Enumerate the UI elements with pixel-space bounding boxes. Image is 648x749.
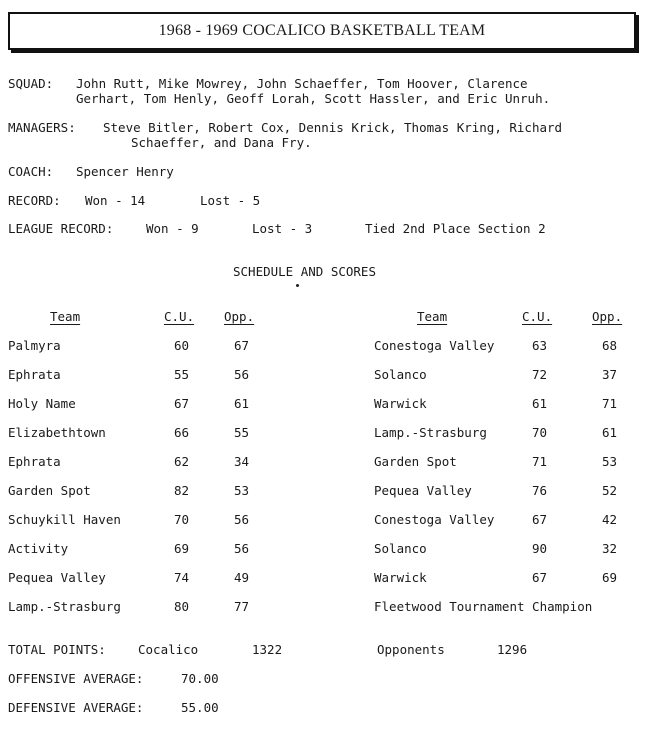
game-cu-score: 90 xyxy=(532,541,548,556)
right-header-opp: Opp. xyxy=(592,309,623,324)
game-team: Pequea Valley xyxy=(374,483,472,498)
coach-label: COACH: xyxy=(8,164,54,179)
left-header-team: Team xyxy=(50,309,81,324)
offensive-average-value: 70.00 xyxy=(181,671,219,686)
schedule-dot xyxy=(296,284,299,287)
left-header-opp: Opp. xyxy=(224,309,255,324)
record-lost: Lost - 5 xyxy=(200,193,261,208)
game-team: Ephrata xyxy=(8,367,61,382)
game-opp-score: 49 xyxy=(234,570,250,585)
total-opponents-label: Opponents xyxy=(377,642,445,657)
game-opp-score: 56 xyxy=(234,367,250,382)
game-team: Warwick xyxy=(374,396,427,411)
game-cu-score: 67 xyxy=(174,396,190,411)
game-opp-score: 77 xyxy=(234,599,250,614)
game-cu-score: 82 xyxy=(174,483,190,498)
game-cu-score: 62 xyxy=(174,454,190,469)
page-title: 1968 - 1969 COCALICO BASKETBALL TEAM xyxy=(8,12,636,50)
right-header-cu: C.U. xyxy=(522,309,553,324)
league-record-won: Won - 9 xyxy=(146,221,199,236)
game-team: Elizabethtown xyxy=(8,425,106,440)
offensive-average-label: OFFENSIVE AVERAGE: xyxy=(8,671,144,686)
managers-line-2: Schaeffer, and Dana Fry. xyxy=(131,135,312,150)
game-team: Solanco xyxy=(374,541,427,556)
total-points-label: TOTAL POINTS: xyxy=(8,642,106,657)
game-team: Garden Spot xyxy=(8,483,91,498)
game-opp-score: 42 xyxy=(602,512,618,527)
game-cu-score: 72 xyxy=(532,367,548,382)
schedule-title: SCHEDULE AND SCORES xyxy=(233,264,376,279)
game-cu-score: 71 xyxy=(532,454,548,469)
league-record-label: LEAGUE RECORD: xyxy=(8,221,114,236)
game-team: Schuykill Haven xyxy=(8,512,121,527)
game-team: Palmyra xyxy=(8,338,61,353)
game-opp-score: 53 xyxy=(602,454,618,469)
coach-name: Spencer Henry xyxy=(76,164,174,179)
game-team: Ephrata xyxy=(8,454,61,469)
game-team: Lamp.-Strasburg xyxy=(8,599,121,614)
game-opp-score: 56 xyxy=(234,512,250,527)
game-cu-score: 55 xyxy=(174,367,190,382)
game-opp-score: 55 xyxy=(234,425,250,440)
game-team: Warwick xyxy=(374,570,427,585)
league-record-lost: Lost - 3 xyxy=(252,221,313,236)
managers-line-1: Steve Bitler, Robert Cox, Dennis Krick, Thomas Kring, Richard xyxy=(103,120,563,135)
squad-line-2: Gerhart, Tom Henly, Geoff Lorah, Scott Hassler, and Eric Unruh. xyxy=(76,91,551,106)
total-opponents-value: 1296 xyxy=(497,642,528,657)
record-label: RECORD: xyxy=(8,193,61,208)
game-cu-score: 63 xyxy=(532,338,548,353)
game-cu-score: 69 xyxy=(174,541,190,556)
squad-label: SQUAD: xyxy=(8,76,54,91)
game-team: Conestoga Valley xyxy=(374,338,495,353)
game-opp-score: 61 xyxy=(602,425,618,440)
game-opp-score: 34 xyxy=(234,454,250,469)
game-opp-score: 32 xyxy=(602,541,618,556)
total-cocalico-value: 1322 xyxy=(252,642,283,657)
game-cu-score: 74 xyxy=(174,570,190,585)
managers-label: MANAGERS: xyxy=(8,120,76,135)
game-cu-score: 60 xyxy=(174,338,190,353)
tournament-note: Fleetwood Tournament Champion xyxy=(374,599,593,614)
game-cu-score: 66 xyxy=(174,425,190,440)
game-team: Garden Spot xyxy=(374,454,457,469)
game-cu-score: 67 xyxy=(532,570,548,585)
game-opp-score: 56 xyxy=(234,541,250,556)
game-team: Pequea Valley xyxy=(8,570,106,585)
game-cu-score: 61 xyxy=(532,396,548,411)
league-place: Tied 2nd Place Section 2 xyxy=(365,221,546,236)
game-cu-score: 76 xyxy=(532,483,548,498)
game-opp-score: 37 xyxy=(602,367,618,382)
right-header-team: Team xyxy=(417,309,448,324)
game-team: Activity xyxy=(8,541,69,556)
game-opp-score: 61 xyxy=(234,396,250,411)
game-cu-score: 80 xyxy=(174,599,190,614)
game-cu-score: 67 xyxy=(532,512,548,527)
game-opp-score: 67 xyxy=(234,338,250,353)
game-team: Holy Name xyxy=(8,396,76,411)
defensive-average-label: DEFENSIVE AVERAGE: xyxy=(8,700,144,715)
game-opp-score: 68 xyxy=(602,338,618,353)
squad-line-1: John Rutt, Mike Mowrey, John Schaeffer, Tom Hoover, Clarence xyxy=(76,76,528,91)
game-cu-score: 70 xyxy=(532,425,548,440)
total-cocalico-label: Cocalico xyxy=(138,642,199,657)
game-cu-score: 70 xyxy=(174,512,190,527)
defensive-average-value: 55.00 xyxy=(181,700,219,715)
left-header-cu: C.U. xyxy=(164,309,195,324)
game-opp-score: 53 xyxy=(234,483,250,498)
game-opp-score: 52 xyxy=(602,483,618,498)
record-won: Won - 14 xyxy=(85,193,146,208)
game-team: Conestoga Valley xyxy=(374,512,495,527)
game-opp-score: 69 xyxy=(602,570,618,585)
game-opp-score: 71 xyxy=(602,396,618,411)
game-team: Lamp.-Strasburg xyxy=(374,425,487,440)
game-team: Solanco xyxy=(374,367,427,382)
